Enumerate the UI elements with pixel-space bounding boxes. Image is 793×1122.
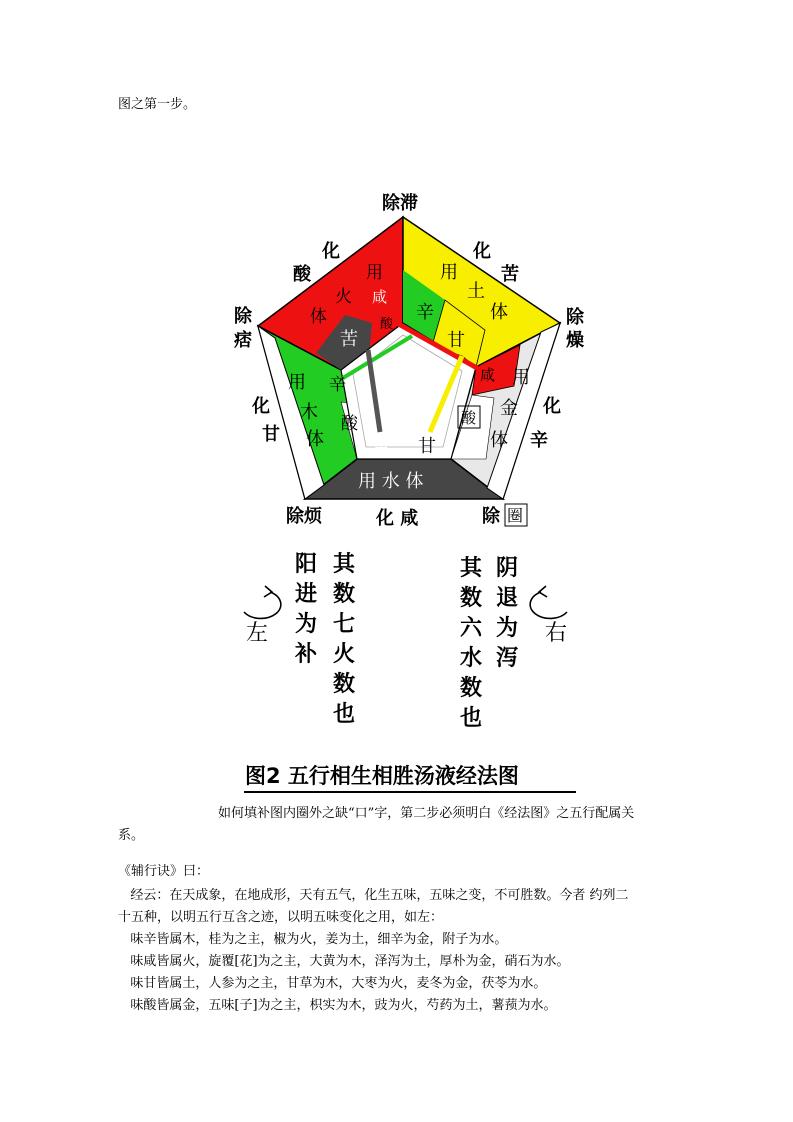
water-label: 用 水 体 bbox=[358, 471, 424, 492]
fire-huo-label: 火 bbox=[335, 287, 352, 307]
column-yin-char: 泻 bbox=[496, 646, 519, 671]
outer-left-mid-hua: 化 bbox=[252, 396, 270, 417]
outer-bottom-mid-label: 化 咸 bbox=[376, 508, 419, 529]
outer-top-right-label-b: 燥 bbox=[566, 330, 584, 351]
column-yang-char: 为 bbox=[295, 612, 318, 637]
intro-text: 图之第一步。 bbox=[118, 97, 197, 112]
column-six-char: 数 bbox=[460, 586, 483, 611]
water-ku-label: 苦 bbox=[372, 436, 390, 457]
metal-ti-label: 体 bbox=[490, 430, 508, 451]
column-six bbox=[460, 554, 482, 734]
left-arrowhead-icon bbox=[264, 586, 272, 597]
right-rotation-arrow-icon bbox=[530, 592, 567, 618]
fire-ti-label: 体 bbox=[310, 307, 327, 327]
column-seven-char: 也 bbox=[333, 702, 356, 727]
fire-xian-label: 咸 bbox=[372, 288, 388, 306]
column-six-char: 数 bbox=[460, 676, 483, 701]
figure-title-underline bbox=[244, 791, 576, 793]
metal-xian-label: 咸 bbox=[480, 366, 496, 384]
earth-ti-label: 体 bbox=[490, 302, 508, 323]
outer-left-top-suan: 酸 bbox=[293, 264, 311, 285]
column-six-char: 水 bbox=[460, 646, 483, 671]
text-line: 味酸皆属金，五味[子]为之主，枳实为木，豉为火，芍药为土，薯蓣为水。 bbox=[118, 998, 557, 1013]
text-line: 味辛皆属木，桂为之主，椒为火，姜为土，细辛为金，附子为水。 bbox=[118, 932, 508, 947]
column-yang-char: 进 bbox=[295, 582, 318, 607]
column-yang-char: 补 bbox=[295, 642, 318, 667]
column-seven-char: 数 bbox=[333, 582, 356, 607]
column-yang-char: 阳 bbox=[295, 552, 318, 577]
metal-yong-label: 用 bbox=[512, 367, 530, 388]
outer-left-label-b: 痞 bbox=[234, 330, 252, 351]
right-word: 右 bbox=[545, 621, 568, 646]
water-gan-label: 甘 bbox=[418, 436, 436, 457]
earth-gan-label: 甘 bbox=[447, 330, 465, 351]
text-line: 味咸皆属火，旋覆[花]为之主，大黄为木，泽泻为土，厚朴为金，硝石为水。 bbox=[118, 954, 570, 969]
wood-xin-label: 辛 bbox=[329, 375, 346, 395]
outer-bottom-right-char: 除 bbox=[482, 506, 500, 527]
column-seven-char: 七 bbox=[333, 612, 356, 637]
column-six-char: 六 bbox=[460, 616, 483, 641]
column-seven-char: 数 bbox=[333, 672, 356, 697]
column-six-char: 其 bbox=[460, 556, 483, 581]
metal-jin-label: 金 bbox=[500, 398, 518, 419]
text-line: 经云：在天成象，在地成形，天有五气，化生五味，五味之变，不可胜数。今者 约列二 bbox=[118, 888, 629, 903]
right-arrowhead-icon bbox=[539, 586, 547, 597]
outer-left-top-hua: 化 bbox=[322, 241, 340, 262]
paragraph-1-line-2: 系。 bbox=[118, 828, 145, 843]
metal-suan-label: 酸 bbox=[461, 409, 477, 427]
column-six-char: 也 bbox=[460, 706, 483, 731]
outer-right-top-ku: 苦 bbox=[501, 264, 519, 285]
fire-suan-label: 酸 bbox=[380, 317, 394, 332]
text-line: 《辅行诀》曰： bbox=[118, 864, 210, 879]
text-line: 十五种，以明五行互含之迹，以明五味变化之用，如左： bbox=[118, 910, 444, 925]
outer-right-top-hua: 化 bbox=[473, 241, 491, 262]
column-yin-char: 退 bbox=[496, 586, 519, 611]
outer-left-mid-gan: 甘 bbox=[262, 424, 280, 445]
column-seven-char: 其 bbox=[333, 552, 356, 577]
earth-tu-label: 土 bbox=[467, 281, 485, 302]
left-rotation-arrow-icon bbox=[244, 592, 281, 618]
figure-title: 图2 五行相生相胜汤液经法图 bbox=[245, 764, 519, 788]
left-word: 左 bbox=[246, 621, 269, 646]
outer-right-mid-xin: 辛 bbox=[530, 430, 548, 451]
column-yin-char: 阴 bbox=[496, 556, 519, 581]
column-seven bbox=[333, 550, 355, 730]
column-yin-char: 为 bbox=[496, 616, 519, 641]
outer-bottom-right-boxed-label: 圈 bbox=[507, 506, 524, 525]
wood-mu-label: 木 bbox=[300, 402, 318, 423]
outer-top-right-label-a: 除 bbox=[566, 307, 584, 328]
column-yang bbox=[295, 550, 317, 670]
outer-bottom-left-label: 除烦 bbox=[286, 506, 322, 527]
column-yin bbox=[496, 554, 518, 674]
text-line: 味甘皆属土，人参为之主，甘草为木，大枣为火，麦冬为金，茯苓为水。 bbox=[118, 976, 547, 991]
fire-ku-label: 苦 bbox=[340, 329, 358, 350]
fire-yong-label: 用 bbox=[366, 263, 383, 283]
earth-xin-label: 辛 bbox=[416, 302, 434, 323]
column-seven-char: 火 bbox=[333, 642, 356, 667]
wood-yong-label: 用 bbox=[288, 372, 306, 393]
paragraph-1-line-1: 如何填补图内圈外之缺“口”字，第二步必须明白《经法图》之五行配属关 bbox=[218, 806, 635, 821]
outer-left-label-a: 除 bbox=[234, 306, 252, 327]
earth-yong-label: 用 bbox=[440, 262, 458, 283]
outer-top-label: 除滞 bbox=[382, 193, 418, 214]
wood-suan-label: 酸 bbox=[341, 414, 358, 434]
outer-right-mid-hua: 化 bbox=[543, 396, 561, 417]
wood-ti-label: 体 bbox=[306, 429, 324, 450]
